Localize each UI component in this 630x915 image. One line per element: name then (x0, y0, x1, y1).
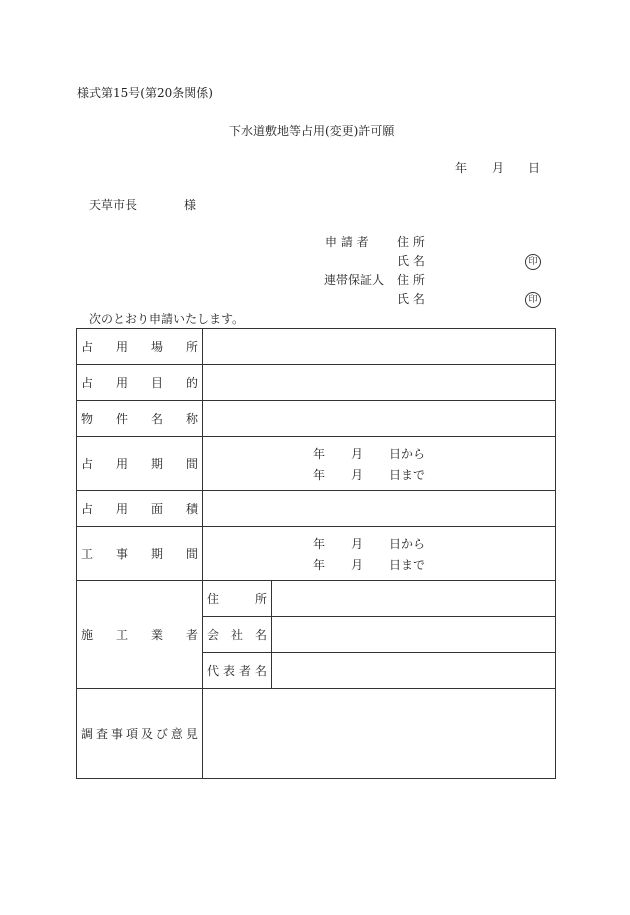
label-object-name-text (81, 410, 198, 427)
occupancy-from-month: 月 (351, 446, 364, 461)
label-place (77, 329, 203, 365)
field-contractor-address[interactable] (272, 581, 556, 617)
construction-to-month: 月 (351, 557, 364, 572)
field-survey[interactable] (203, 689, 556, 779)
label-char: 期 (150, 547, 163, 561)
label-char: 社 (230, 628, 243, 642)
label-char: 者 (185, 628, 198, 642)
label-occupancy-period-text (81, 455, 198, 472)
row-object-name (77, 401, 556, 437)
label-char: 項 (125, 727, 138, 741)
application-table (76, 328, 556, 779)
field-area[interactable] (203, 491, 556, 527)
sublabel-contractor-address (203, 581, 272, 617)
applicant-address-label: 住 所 (397, 235, 425, 249)
label-purpose-text (81, 374, 198, 391)
guarantor-seal-mark: 印 (525, 292, 541, 308)
date-month: 月 (492, 161, 505, 175)
label-char: 用 (115, 376, 128, 390)
label-char: 目 (150, 376, 163, 390)
construction-to-year: 年 (313, 557, 326, 572)
label-char: 積 (185, 502, 198, 516)
occupancy-from-year: 年 (313, 446, 326, 461)
date-day: 日 (528, 161, 541, 175)
label-char: 事 (110, 727, 123, 741)
label-char: 占 (81, 457, 94, 471)
label-char: 工 (115, 628, 128, 642)
row-contractor-address (77, 581, 556, 617)
label-char: び (155, 727, 168, 741)
label-char: 名 (150, 412, 163, 426)
field-contractor-representative[interactable] (272, 653, 556, 689)
label-char: 事 (115, 547, 128, 561)
label-char: 住 (207, 592, 220, 606)
construction-from-year: 年 (313, 536, 326, 551)
sublabel-contractor-company-text (203, 626, 271, 643)
label-char: 見 (185, 727, 198, 741)
label-char: 面 (150, 502, 163, 516)
label-char: 占 (81, 376, 94, 390)
label-char: 占 (81, 340, 94, 354)
guarantor-address-label: 住 所 (397, 273, 425, 287)
label-char: 用 (115, 340, 128, 354)
label-survey-text (81, 725, 198, 742)
field-occupancy-period[interactable] (203, 437, 556, 491)
sublabel-contractor-address-text (203, 590, 271, 607)
label-char: 間 (185, 547, 198, 561)
applicant-name-label: 氏 名 (397, 254, 425, 268)
addressee-name: 天草市長 (89, 198, 138, 212)
label-occupancy-period (77, 437, 203, 491)
occupancy-to-year: 年 (313, 467, 326, 482)
field-contractor-company[interactable] (272, 617, 556, 653)
intro-text: 次のとおり申請いたします。 (89, 312, 245, 326)
label-char: 代 (207, 664, 220, 678)
form-title: 下水道敷地等占用(変更)許可願 (229, 124, 395, 138)
sublabel-contractor-company (203, 617, 272, 653)
label-char: 表 (222, 664, 235, 678)
label-char: 所 (185, 340, 198, 354)
label-construction-period (77, 527, 203, 581)
label-char: 的 (185, 376, 198, 390)
label-area (77, 491, 203, 527)
label-char: 場 (150, 340, 163, 354)
occupancy-from-day: 日から (389, 446, 426, 461)
label-char: 工 (81, 547, 94, 561)
label-char: 業 (150, 628, 163, 642)
construction-from-month: 月 (351, 536, 364, 551)
label-survey (77, 689, 203, 779)
field-construction-period[interactable] (203, 527, 556, 581)
label-char: 査 (95, 727, 108, 741)
label-char: 称 (185, 412, 198, 426)
occupancy-to-day: 日まで (389, 467, 426, 482)
label-char: 名 (254, 664, 267, 678)
guarantor-label: 連帯保証人 (324, 273, 385, 287)
field-object-name[interactable] (203, 401, 556, 437)
construction-from-day: 日から (389, 536, 426, 551)
row-purpose (77, 365, 556, 401)
row-occupancy-period (77, 437, 556, 491)
label-char: 期 (150, 457, 163, 471)
field-purpose[interactable] (203, 365, 556, 401)
label-char: 会 (207, 628, 220, 642)
label-char: 所 (254, 592, 267, 606)
occupancy-to-month: 月 (351, 467, 364, 482)
label-char: 件 (115, 412, 128, 426)
label-char: 占 (81, 502, 94, 516)
occupancy-period-lines (313, 445, 555, 483)
label-char: 用 (115, 502, 128, 516)
guarantor-name-label: 氏 名 (397, 292, 425, 306)
label-construction-period-text (81, 545, 198, 562)
sublabel-contractor-representative-text (203, 662, 271, 679)
label-purpose (77, 365, 203, 401)
label-object-name (77, 401, 203, 437)
construction-to-day: 日まで (389, 557, 426, 572)
label-char: 間 (185, 457, 198, 471)
label-char: 用 (115, 457, 128, 471)
label-char: 施 (81, 628, 94, 642)
row-construction-period (77, 527, 556, 581)
row-place (77, 329, 556, 365)
applicant-label: 申 請 者 (325, 235, 369, 249)
label-char: 名 (254, 628, 267, 642)
date-year: 年 (455, 161, 468, 175)
label-char: 調 (81, 727, 94, 741)
applicant-seal-mark: 印 (525, 254, 541, 270)
row-area (77, 491, 556, 527)
field-place[interactable] (203, 329, 556, 365)
label-char: 及 (140, 727, 153, 741)
addressee-honorific: 様 (184, 198, 197, 212)
label-area-text (81, 500, 198, 517)
sublabel-contractor-representative (203, 653, 272, 689)
construction-period-lines (313, 535, 555, 573)
label-place-text (81, 338, 198, 355)
label-char: 意 (170, 727, 183, 741)
label-contractor-text (81, 626, 198, 643)
row-survey (77, 689, 556, 779)
label-char: 物 (81, 412, 94, 426)
label-contractor (77, 581, 203, 689)
label-char: 者 (238, 664, 251, 678)
form-number: 様式第15号(第20条関係) (77, 86, 213, 100)
